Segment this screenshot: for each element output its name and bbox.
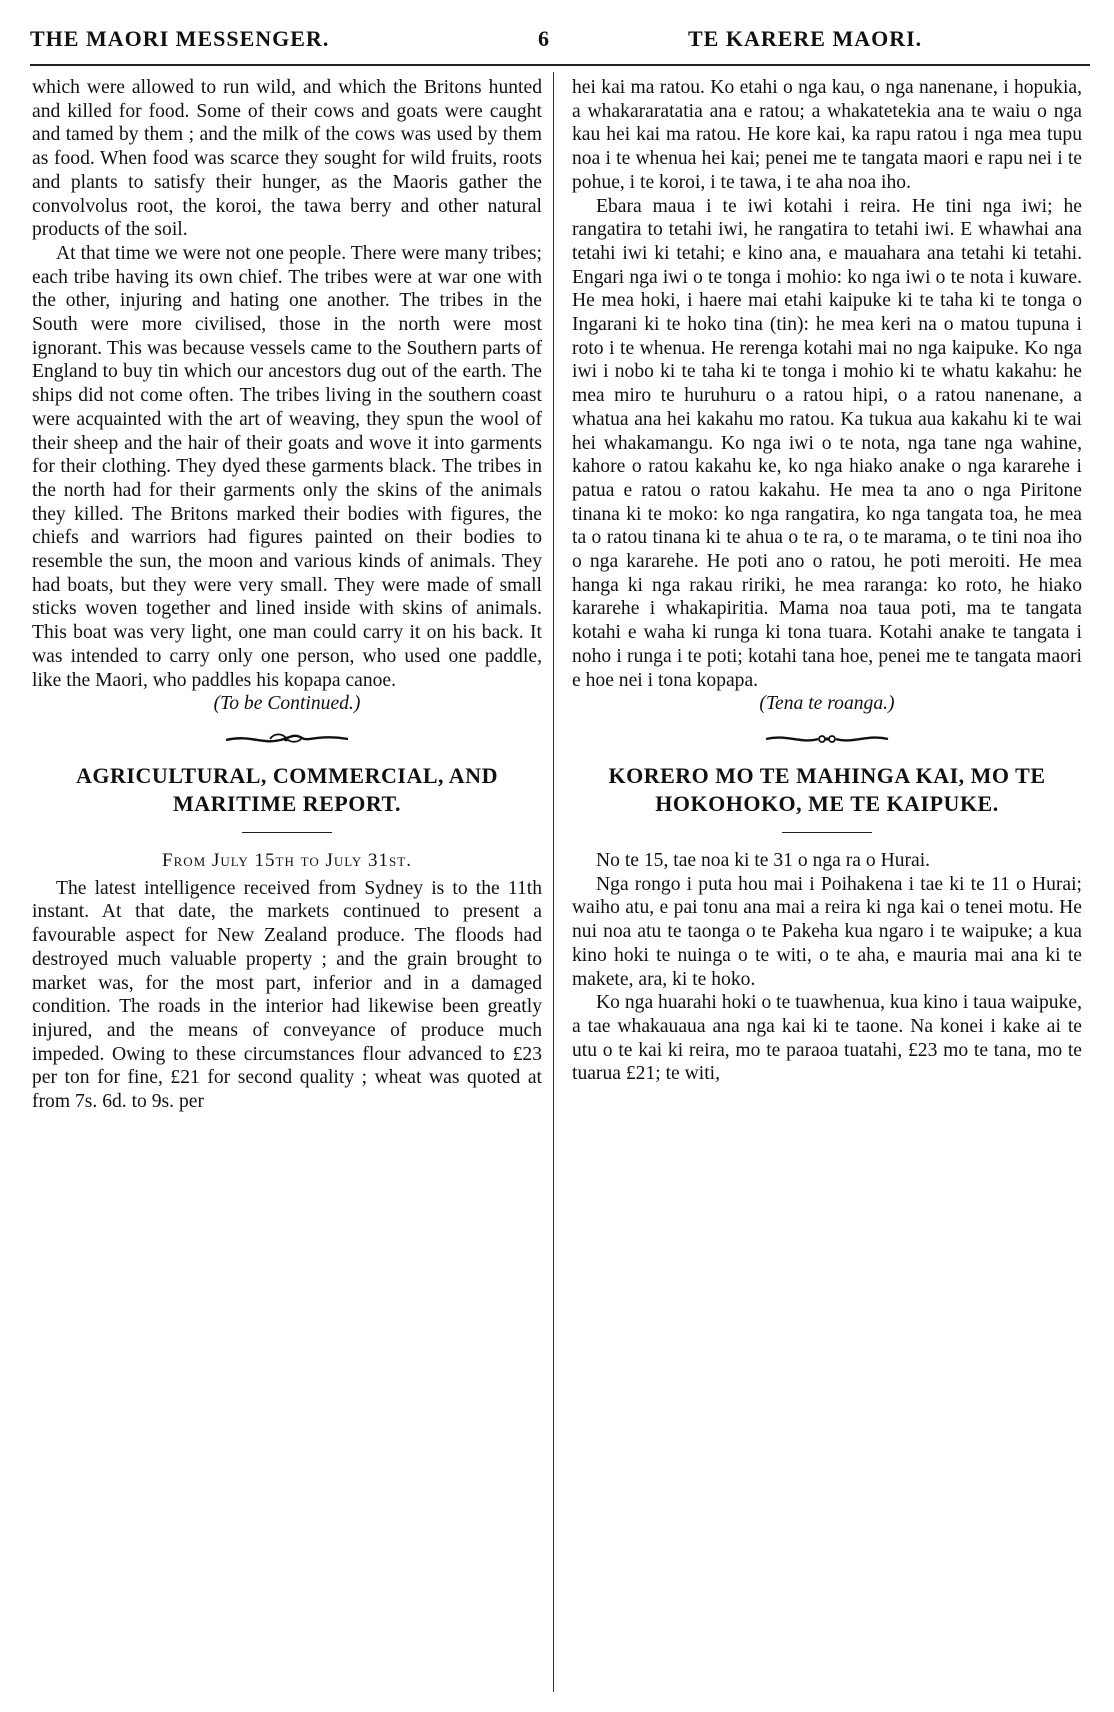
article-paragraph: hei kai ma ratou. Ko etahi o nga kau, o nga nanenane, i hopukia, a whakararatatia ana e ratou; a whakatetekia ana te waiu o nga kau hei kai ma ratou. He kore kai, ka rapu ratou i nga mea tupu noa i te whenua hei kai; penei me te tangata maori e rapu nei i te pohue, i te koroi, i te tawa, i te aha noa iho. [572, 77, 1082, 193]
flourish-ornament-icon [762, 730, 892, 748]
maori-column [572, 76, 1082, 1086]
article-paragraph: Ebara maua i te iwi kotahi i reira. He tini nga iwi; he rangatira to tetahi iwi, he rangatira to tetahi iwi. E whawhai ana tetahi iwi ki tetahi; e kino ana, e mauahara ana tetahi ki tetahi. Engari nga iwi o te tonga i mohio: ko nga iwi o te nota i kuware. He mea hoki, i haere mai etahi kaipuke ki te taha ki te tonga o Ingarani ki te hoko tina (tin): he mea keri na o matou tupuna i roto i te whenua. He rerenga kotahi mai no nga kaipuke. Ko nga iwi i nobo ki te taha ki te tonga i mohio ki te whatu kakahu: he mea miro te huruhuru o a ratou hipi, o a ratou nanenane, a whatua ana hei kakahu mo ratou. Ka tukua aua kakahu ki te wai hei whakamangu. Ko nga iwi o te nota, nga tane nga wahine, kahore o ratou kakahu ke, ko nga hiako anake o nga kararehe i patua e ratou o ratou kakahu. He mea ta ano o nga Piritone tinana ki te moko: ko nga rangatira, ko nga tangata toa, he mea ta o ratou tinana ki te ahua o te ra, o te marama, o te tini noa iho o nga kararehe. He poti ano o ratou, he poti meroiti. He mea hanga ki nga rakau ririki, he mea raranga: ko roto, he hiako kararehe i whakapiritia. Mama noa taua poti, ma te tangata kotahi e waha ki runga ki tona tuara. Kotahi anake te tangata i noho i runga i te poti; kotahi tana hoe, penei me te tangata maori e hoe nei i tona kopapa. [572, 195, 1082, 691]
date-range: From July 15th to July 31st. [162, 849, 412, 871]
date-paragraph: No te 15, tae noa ki te 31 o nga ra o Hurai. [596, 849, 931, 871]
section-title-line: MARITIME REPORT. [172, 790, 402, 816]
report-paragraph: Ko nga huarahi hoki o te tuawhenua, kua kino i taua waipuke, a tae whakauaua ana nga kai ki te taone. Na konei i kake ai te utu o te kai ki reira, mo te paraoa tuatahi, £23 mo te tana, mo te tuarua £21; te witi, [572, 992, 1082, 1085]
continued-note: (To be Continued.) [213, 693, 361, 715]
section-rule [782, 832, 872, 833]
english-column [32, 76, 542, 1114]
english-masthead: THE MAORI MESSENGER. [30, 26, 330, 51]
section-title [572, 762, 1082, 818]
report-paragraph: The latest intelligence received from Sydney is to the 11th instant. At that date, the markets continued to present a favourable aspect for New Zealand produce. The floods had destroyed much valuable property ; and the grain brought to market was, for the most part, inferior and in a damaged condition. The roads in the interior had likewise been greatly injured, and the means of conveyance of produce much impeded. Owing to these circumstances flour advanced to £23 per ton for fine, £21 for second quality ; wheat was quoted at from 7s. 6d. to 9s. per [32, 877, 542, 1113]
maori-masthead: TE KARERE MAORI. [688, 26, 923, 51]
section-title [32, 762, 542, 818]
continued-note: (Tena te roanga.) [759, 693, 895, 715]
report-paragraph: Nga rongo i puta hou mai i Poihakena i tae ki te 11 o Hurai; waiho atu, e pai tonu ana mai a reira ki nga kai o tenei motu. He nui noa atu te taonga o te Pakeha kua ngaro i te waipuke; a kua kino hoki te nuinga o te witi, o te aha, e mauria mai ana ki te makete, ara, ki te hoko. [572, 873, 1082, 990]
page-number: 6 [538, 26, 550, 51]
section-title-line: AGRICULTURAL, COMMERCIAL, AND [76, 762, 498, 788]
article-paragraph: At that time we were not one people. There were many tribes; each tribe having its own chief. The tribes were at war one with the other, injuring and hating one another. The tribes in the South were more civilised, those in the north were most ignorant. This was because vessels came to the Southern parts of England to buy tin which our ancestors dug out of the earth. The ships did not come often. The tribes living in the southern coast were acquainted with the art of weaving, they spun the wool of their sheep and the hair of their goats and wove it into garments for their clothing. They dyed these garments black. The tribes in the north had for their garments only the skins of the animals they killed. The Britons marked their bodies with figures, the chiefs and warriors had figures painted on their bodies to resemble the sun, the moon and various kinds of animals. They had boats, but they were very small. They were made of small sticks woven together and lined inside with skins of animals. This boat was very light, one man could carry it on his back. It was intended to carry only one person, who used one paddle, like the Maori, who paddles his kopapa canoe. [32, 242, 542, 691]
section-title-line: HOKOHOKO, ME TE KAIPUKE. [655, 790, 999, 816]
column-divider [553, 72, 554, 1692]
article-paragraph: which were allowed to run wild, and which the Britons hunted and killed for food. Some of their cows and goats were caught and tamed by them ; and the milk of the cows was used by them as food. When food was scarce they sought for wild fruits, roots and plants to satisfy their hunger, as the Maoris gather the convolvolus root, the koroi, the tawa berry and other natural products of the soil. [32, 77, 542, 241]
header-rule [30, 64, 1090, 66]
section-rule [242, 832, 332, 833]
flourish-ornament-icon [222, 730, 352, 748]
page-header [30, 18, 1090, 58]
section-title-line: KORERO MO TE MAHINGA KAI, MO TE [608, 762, 1046, 788]
